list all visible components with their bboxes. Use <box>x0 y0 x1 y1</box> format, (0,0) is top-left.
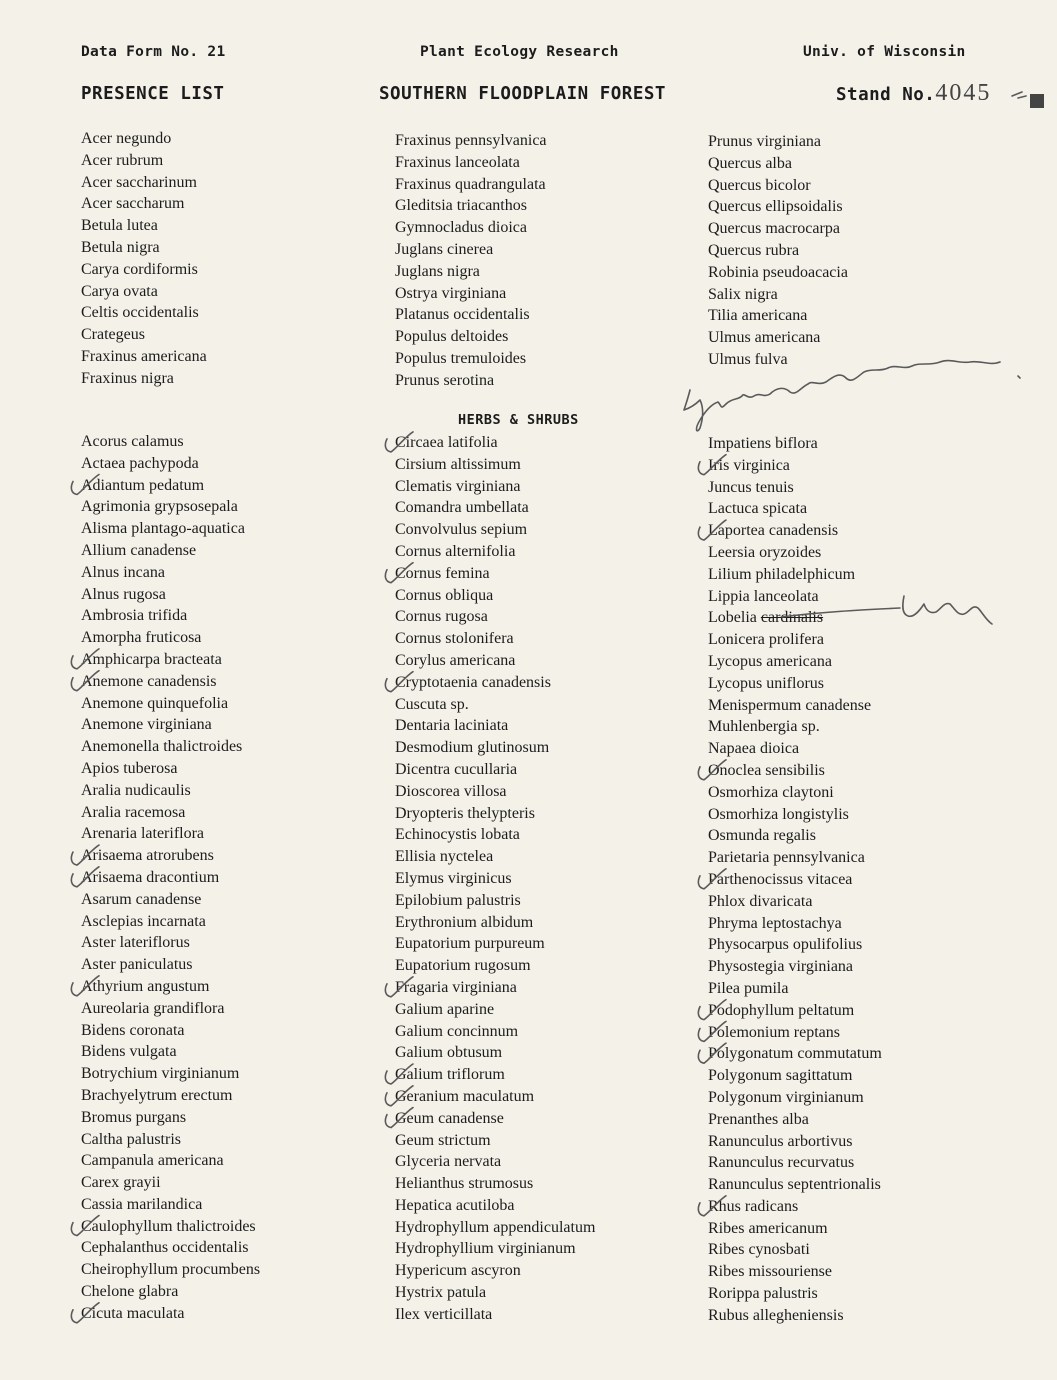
tree-list-col3 <box>708 131 848 371</box>
species-item: Acer saccharum <box>81 195 185 213</box>
species-item: Caltha palustris <box>81 1130 181 1148</box>
tree-list-col2 <box>395 130 547 392</box>
species-item: Cornus stolonifera <box>395 630 514 648</box>
species-item: Laportea canadensis <box>708 522 839 540</box>
species-item: Dioscorea villosa <box>395 782 507 800</box>
species-item: Helianthus strumosus <box>395 1175 534 1193</box>
species-item: Parthenocissus vitacea <box>708 870 853 888</box>
species-item: Fraxinus americana <box>81 347 207 365</box>
species-item: Bidens coronata <box>81 1021 185 1039</box>
species-item: Asarum canadense <box>81 890 202 908</box>
species-item: Aster paniculatus <box>81 956 193 974</box>
species-item: Bromus purgans <box>81 1108 187 1126</box>
list-title: PRESENCE LIST <box>81 84 225 104</box>
stand-field <box>836 80 991 107</box>
species-item: Phlox divaricata <box>708 892 813 910</box>
species-item: Lactuca spicata <box>708 500 808 518</box>
species-item: Hepatica acutiloba <box>395 1196 515 1214</box>
species-item: Botrychium virginianum <box>81 1065 240 1083</box>
species-item: Carex grayii <box>81 1174 161 1192</box>
species-item: Celtis occidentalis <box>81 304 199 322</box>
species-item: Quercus ellipsoidalis <box>708 198 843 216</box>
species-item: Robinia pseudoacacia <box>708 263 848 281</box>
species-item: Lycopus americana <box>708 652 832 670</box>
species-item: Lycopus uniflorus <box>708 674 824 692</box>
handwritten-note-blue <box>903 596 992 624</box>
species-item: Quercus macrocarpa <box>708 220 840 238</box>
species-item: Juglans nigra <box>395 262 480 280</box>
species-item: Rubus allegheniensis <box>708 1306 844 1324</box>
species-item: Podophyllum peltatum <box>708 1001 855 1019</box>
species-item: Lobelia cardinalis <box>708 609 824 627</box>
species-item: Asclepias incarnata <box>81 912 206 930</box>
species-item: Gymnocladus dioica <box>395 219 527 237</box>
species-item: Arisaema atrorubens <box>81 847 214 865</box>
species-item: Fraxinus lanceolata <box>395 153 520 171</box>
species-item: Cornus alternifolia <box>395 542 516 560</box>
species-item: Lonicera prolifera <box>708 631 824 649</box>
species-item: Dentaria laciniata <box>395 717 509 735</box>
species-item: Galium aparine <box>395 1000 495 1018</box>
species-item: Polygonatum commutatum <box>708 1045 882 1063</box>
species-item: Fraxinus quadrangulata <box>395 175 546 193</box>
species-item: Fragaria virginiana <box>395 978 517 996</box>
species-item: Dicentra cucullaria <box>395 760 518 778</box>
species-item: Juncus tenuis <box>708 478 794 496</box>
species-item: Lilium philadelphicum <box>708 565 856 583</box>
species-item: Onoclea sensibilis <box>708 761 825 779</box>
species-item: Ilex verticillata <box>395 1305 493 1323</box>
species-item: Ellisia nyctelea <box>395 848 494 866</box>
species-item: Epilobium palustris <box>395 891 521 909</box>
species-item: Ulmus americana <box>708 329 821 347</box>
species-item: Alnus rugosa <box>81 585 166 603</box>
species-item: Agrimonia grypsosepala <box>81 498 238 516</box>
species-item: Cuscuta sp. <box>395 695 469 713</box>
species-item: Galium obtusum <box>395 1044 503 1062</box>
species-item: Circaea latifolia <box>395 434 498 451</box>
university: Univ. of Wisconsin <box>803 44 966 60</box>
species-item: Cassia marilandica <box>81 1195 203 1213</box>
species-item: Osmorhiza longistylis <box>708 805 849 823</box>
species-item: Campanula americana <box>81 1152 224 1170</box>
species-item: Ulmus fulva <box>708 350 788 368</box>
herbs-heading: HERBS & SHRUBS <box>458 412 579 428</box>
species-item: Alisma plantago-aquatica <box>81 520 245 538</box>
species-item: Brachyelytrum erectum <box>81 1086 233 1104</box>
species-item: Prenanthes alba <box>708 1110 809 1128</box>
species-item: Arisaema dracontium <box>81 868 220 886</box>
stand-number: 4045 <box>935 80 992 106</box>
species-item: Comandra umbellata <box>395 499 529 517</box>
species-item: Hypericum ascyron <box>395 1262 521 1280</box>
species-item: Dryopteris thelypteris <box>395 804 535 822</box>
species-item: Alnus incana <box>81 563 165 581</box>
species-item: Aster lateriflorus <box>81 934 190 952</box>
species-item: Cephalanthus occidentalis <box>81 1239 249 1257</box>
species-item: Erythronium albidum <box>395 913 534 931</box>
species-item: Cirsium altissimum <box>395 455 521 473</box>
species-item: Crategeus <box>81 326 145 344</box>
species-item: Bidens vulgata <box>81 1043 177 1061</box>
stand-label: Stand No. <box>836 85 936 105</box>
species-item: Glyceria nervata <box>395 1153 502 1171</box>
species-item: Eupatorium rugosum <box>395 957 531 975</box>
species-item: Phryma leptostachya <box>708 914 842 932</box>
species-item: Napaea dioica <box>708 740 800 758</box>
species-item: Actaea pachypoda <box>81 454 199 472</box>
species-item: Impatiens biflora <box>708 435 818 452</box>
species-item: Amorpha fruticosa <box>81 629 202 647</box>
species-item: Adiantum pedatum <box>81 476 205 494</box>
species-item: Geum canadense <box>395 1109 504 1127</box>
species-item: Polygonum sagittatum <box>708 1067 853 1085</box>
species-item: Geum strictum <box>395 1131 491 1149</box>
species-item: Ostrya virginiana <box>395 284 507 302</box>
species-item: Polygonum virginianum <box>708 1088 864 1106</box>
species-item: Acer saccharinum <box>81 173 197 191</box>
form-number: Data Form No. 21 <box>81 44 226 60</box>
species-item: Allium canadense <box>81 541 197 559</box>
species-item: Physostegia virginiana <box>708 958 854 976</box>
species-item: Prunus virginiana <box>708 133 822 150</box>
species-item: Geranium maculatum <box>395 1087 535 1105</box>
species-item: Ambrosia trifida <box>81 607 188 625</box>
species-item: Gleditsia triacanthos <box>395 197 527 215</box>
species-item: Galium triflorum <box>395 1066 505 1084</box>
species-item: Betula nigra <box>81 238 160 256</box>
handwritten-note-lysimachia <box>684 361 1020 431</box>
species-item: Tilia americana <box>708 307 808 325</box>
species-item: Osmunda regalis <box>708 827 816 845</box>
herb-list-col3 <box>708 433 882 1327</box>
species-item: Galium concinnum <box>395 1022 519 1040</box>
herb-list-col2 <box>395 432 595 1326</box>
species-item: Athyrium angustum <box>81 977 210 995</box>
species-item: Populus tremuloides <box>395 349 527 367</box>
species-item: Acorus calamus <box>81 433 184 450</box>
tree-list-col1 <box>81 128 207 390</box>
species-item: Ranunculus recurvatus <box>708 1154 855 1172</box>
community-title: SOUTHERN FLOODPLAIN FOREST <box>379 84 666 104</box>
species-item: Iris virginica <box>708 456 790 474</box>
species-item: Ranunculus septentrionalis <box>708 1176 881 1194</box>
species-item: Ranunculus arbortivus <box>708 1132 853 1150</box>
species-item: Cornus obliqua <box>395 586 494 604</box>
species-item: Parietaria pennsylvanica <box>708 849 865 867</box>
species-item: Lippia lanceolata <box>708 587 819 605</box>
species-item: Chelone glabra <box>81 1283 179 1301</box>
species-item: Muhlenbergia sp. <box>708 718 820 736</box>
species-item: Carya ovata <box>81 282 158 300</box>
species-item: Corylus americana <box>395 651 516 669</box>
species-item: Convolvulus sepium <box>395 521 528 539</box>
species-item: Polemonium reptans <box>708 1023 840 1041</box>
organization: Plant Ecology Research <box>420 44 619 60</box>
species-item: Populus deltoides <box>395 328 509 346</box>
species-item: Anemone virginiana <box>81 716 212 734</box>
species-item: Betula lutea <box>81 217 158 235</box>
species-item: Amphicarpa bracteata <box>81 650 222 668</box>
species-item: Echinocystis lobata <box>395 826 520 844</box>
species-item: Anemonella thalictroides <box>81 738 243 756</box>
species-item: Fraxinus nigra <box>81 369 174 387</box>
species-item: Aralia racemosa <box>81 803 186 821</box>
species-item: Elymus virginicus <box>395 869 512 887</box>
species-item: Menispermum canadense <box>708 696 872 714</box>
species-item: Anemone canadensis <box>81 672 217 690</box>
species-item: Osmorhiza claytoni <box>708 783 834 801</box>
species-item: Platanus occidentalis <box>395 306 530 324</box>
species-item: Salix nigra <box>708 285 778 303</box>
species-item: Aureolaria grandiflora <box>81 999 225 1017</box>
species-item: Eupatorium purpureum <box>395 935 545 953</box>
species-item: Juglans cinerea <box>395 240 494 258</box>
species-item: Pilea pumila <box>708 979 789 997</box>
species-item: Ribes missouriense <box>708 1263 832 1281</box>
herb-list-col1 <box>81 431 260 1325</box>
species-item: Quercus rubra <box>708 241 800 259</box>
species-item: Arenaria lateriflora <box>81 825 205 843</box>
species-item: Cheirophyllum procumbens <box>81 1261 261 1279</box>
species-item: Ribes cynosbati <box>708 1241 810 1259</box>
species-item: Hystrix patula <box>395 1284 487 1302</box>
species-item: Anemone quinquefolia <box>81 694 229 712</box>
species-item: Rorippa palustris <box>708 1285 818 1303</box>
species-item: Carya cordiformis <box>81 260 198 278</box>
species-item: Aralia nudicaulis <box>81 781 191 799</box>
species-item: Clematis virginiana <box>395 477 521 495</box>
species-item: Leersia oryzoides <box>708 543 822 561</box>
species-item: Acer negundo <box>81 130 172 147</box>
species-item: Cornus femina <box>395 564 490 582</box>
species-item: Hydrophyllum appendiculatum <box>395 1218 596 1236</box>
species-item: Cornus rugosa <box>395 608 488 626</box>
species-item: Ribes americanum <box>708 1219 828 1237</box>
species-item: Fraxinus pennsylvanica <box>395 132 547 149</box>
species-item: Quercus alba <box>708 154 792 172</box>
species-item: Cryptotaenia canadensis <box>395 673 551 691</box>
species-item: Rhus radicans <box>708 1197 799 1215</box>
species-item: Hydrophyllium virginianum <box>395 1240 576 1258</box>
species-item: Prunus serotina <box>395 371 495 389</box>
species-item: Desmodium glutinosum <box>395 739 550 757</box>
species-item: Quercus bicolor <box>708 176 811 194</box>
species-item: Cicuta maculata <box>81 1304 185 1322</box>
species-item: Apios tuberosa <box>81 759 178 777</box>
species-item: Caulophyllum thalictroides <box>81 1217 256 1235</box>
species-item: Acer rubrum <box>81 151 164 169</box>
species-item: Physocarpus opulifolius <box>708 936 863 954</box>
